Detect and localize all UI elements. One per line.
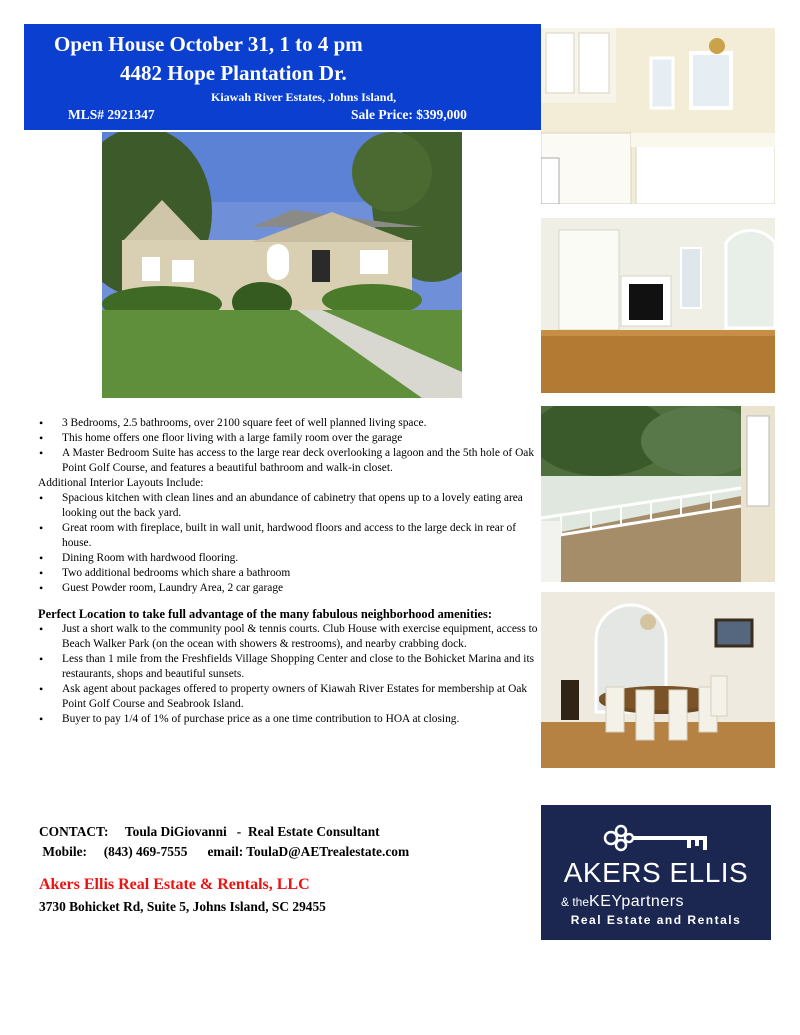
house-exterior-photo: [102, 132, 462, 398]
logo-brand: AKERS ELLIS: [563, 857, 749, 888]
main-features-list: [38, 416, 538, 476]
logo-partners-key: KEY: [589, 893, 622, 910]
open-house-title: Open House October 31, 1 to 4 pm: [54, 32, 363, 56]
list-item: • Ask agent about packages offered to property owners of Kiawah River Estates for membership at Oak Point Golf Course and Seabrook Island.: [38, 682, 538, 712]
kitchen-photo: [541, 28, 775, 204]
akers-ellis-logo: [541, 805, 771, 940]
list-item: • Two additional bedrooms which share a bathroom: [38, 566, 538, 581]
list-item: • Dining Room with hardwood flooring.: [38, 551, 538, 566]
subdivision-line: Kiawah River Estates, Johns Island,: [211, 90, 397, 104]
list-item: • Guest Powder room, Laundry Area, 2 car garage: [38, 581, 538, 596]
interior-heading: Additional Interior Layouts Include:: [38, 477, 204, 489]
list-item: • A Master Bedroom Suite has access to the large rear deck overlooking a lagoon and the 5th hole of Oak Point Golf Course, and features a beautiful bathroom and walk-in closet.: [38, 446, 538, 476]
deck-photo: [541, 406, 775, 582]
contact-block: [39, 822, 539, 918]
property-features: [38, 416, 538, 727]
contact-phone-email-line: Mobile: (843) 469-7555 email: ToulaD@AETrealestate.com: [39, 844, 410, 859]
list-item: • Less than 1 mile from the Freshfields Village Shopping Center and close to the Bohicket Marina and its restaurants, shops and beautiful sunsets.: [38, 652, 538, 682]
list-item: • 3 Bedrooms, 2.5 bathrooms, over 2100 square feet of well planned living space.: [38, 416, 538, 431]
key-icon: [601, 823, 711, 853]
logo-partners: [561, 893, 684, 911]
location-heading: Perfect Location to take full advantage of the many fabulous neighborhood amenities:: [38, 607, 492, 621]
list-item: • This home offers one floor living with a large family room over the garage: [38, 431, 538, 446]
sale-price: Sale Price: $399,000: [351, 107, 467, 122]
list-item: • Buyer to pay 1/4 of 1% of purchase price as a one time contribution to HOA at closing.: [38, 712, 538, 727]
location-features-list: [38, 622, 538, 727]
header-banner: [24, 24, 541, 130]
company-name: Akers Ellis Real Estate & Rentals, LLC: [39, 876, 310, 893]
living-room-photo: [541, 218, 775, 393]
logo-partners-suffix: partners: [621, 893, 685, 910]
dining-room-photo: [541, 592, 775, 768]
list-item: • Spacious kitchen with clean lines and an abundance of cabinetry that opens up to a lovely eating area looking out the back yard.: [38, 491, 538, 521]
contact-name-line: CONTACT: Toula DiGiovanni - Real Estate Consultant: [39, 824, 380, 839]
list-item: • Great room with fireplace, built in wall unit, hardwood floors and access to the large deck in rear of house.: [38, 521, 538, 551]
mls-number: MLS# 2921347: [68, 107, 155, 122]
list-item: • Just a short walk to the community pool & tennis courts. Club House with exercise equipment, access to Beach Walker Park (on the ocean with showers & restrooms), and nearby crabbing dock.: [38, 622, 538, 652]
logo-partners-prefix: & the: [561, 895, 590, 909]
interior-features-list: [38, 491, 538, 596]
logo-tagline: Real Estate and Rentals: [570, 913, 742, 927]
property-address: 4482 Hope Plantation Dr.: [120, 61, 347, 85]
company-address: 3730 Bohicket Rd, Suite 5, Johns Island, SC 29455: [39, 899, 326, 914]
